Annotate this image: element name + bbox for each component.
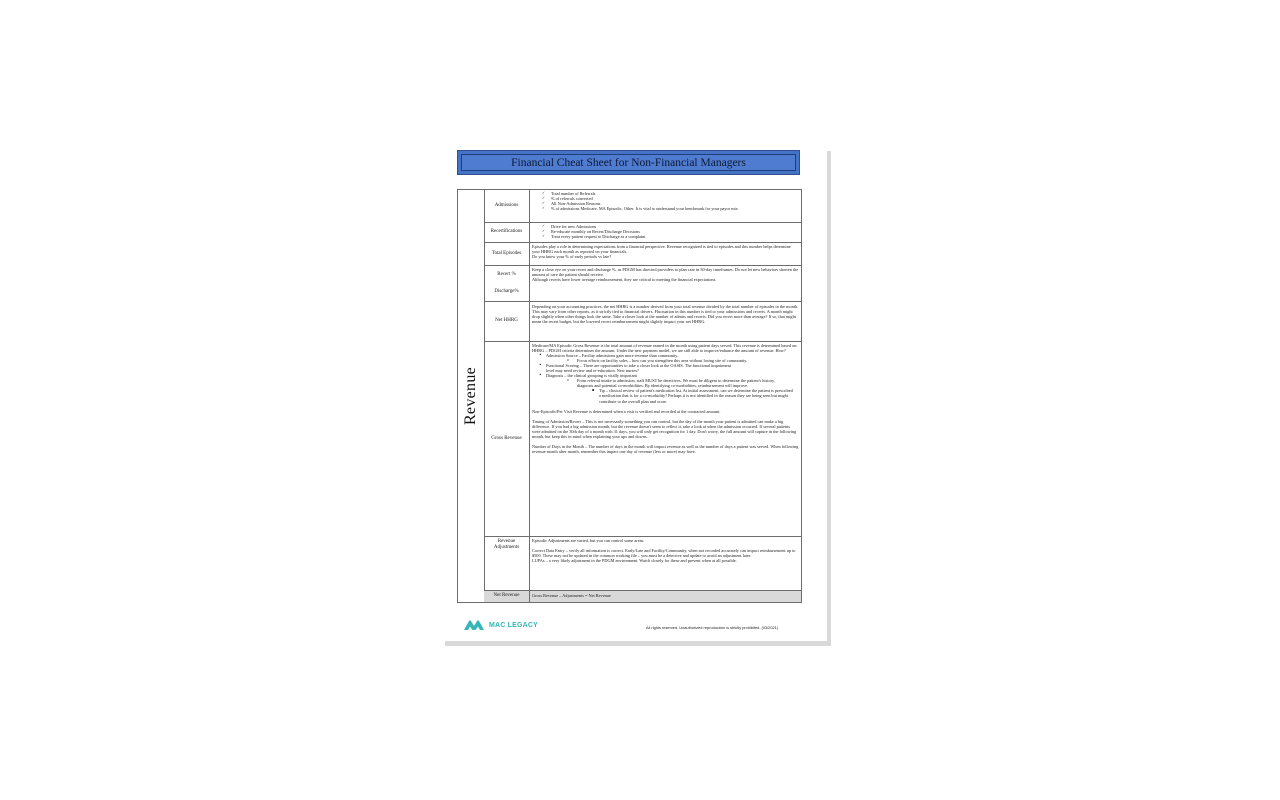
logo-text: MAC LEGACY [489, 621, 539, 629]
list-item: ✓ % of referrals converted [542, 196, 799, 201]
list-item: ✓ Total number of Referrals [542, 191, 799, 196]
row-label-total-episodes: Total Episodes [484, 243, 530, 265]
list-item: ✓ % of admissions Medicare, MA Episodic, Other. It is vital to understand your benchmark for your payor mix [542, 206, 799, 211]
section-label: Revenue [462, 366, 480, 426]
table-row-gross-revenue [484, 342, 801, 537]
table-row-recert-discharge [484, 266, 801, 302]
list-item: • Diagnosis – the clinical grouping is vitally important [532, 373, 799, 378]
row-label-revenue-adjustments [484, 537, 530, 590]
list-item: ✓ Re-educate monthly on Recert/Discharge Decisions [542, 229, 799, 234]
paragraph: Medicare/MA Episodic Gross Revenue is the total amount of revenue earned in the month using patient days served. This revenue is determined based on: [532, 343, 798, 348]
list-item: • Functional Scoring – There are opportunities to take a closer look at the OASIS. The functional impairment level may need review and re-education. New nurses? [532, 363, 799, 373]
paragraph: LUPAs – a very likely adjustment in the PDGM environment. Watch closely for these and prevent when at all possible. [532, 557, 737, 563]
paragraph: Episodic Adjustments are varied, but you can control some areas: [532, 537, 645, 543]
row-label-net-revenue: Net Revenue [484, 591, 530, 602]
paragraph: Do you know your % of early periods vs late? [532, 253, 612, 259]
table-row-total-episodes [484, 243, 801, 266]
row-body-recert-discharge [530, 266, 801, 301]
document-page [444, 146, 827, 641]
paragraph: HHRG – PDGM criteria determines the amount. Under the new payment model, we are still able to improve/enhance the amount of revenue. How? [532, 348, 786, 354]
row-body-net-hhrg [530, 302, 801, 341]
net-revenue-formula: Gross Revenue – Adjustments = Net Revenue [532, 593, 611, 598]
label-discharge: Discharge% [494, 288, 519, 294]
recertifications-checklist [532, 224, 799, 239]
label-revenue: Revenue [497, 539, 516, 544]
paragraph: Correct Data Entry – verify all information is correct. Early/Late and Facility/Community, when not recorded accurately can impact reimbursement up to $500. These may not be updated in the common working file – you must be a detective and update to avoid an adjustment later. [532, 547, 796, 558]
row-body-gross-revenue [530, 342, 801, 536]
row-label-recertifications: Recertifications [484, 223, 530, 242]
revenue-table [457, 189, 802, 603]
row-label-recert-discharge [484, 266, 530, 301]
list-item: o Focus efforts on facility sales – how can you strengthen this area without losing site of community. [532, 358, 799, 363]
paragraph: Depending on your accounting practices, the net HHRG is a number derived from your total revenue divided by the total number of episodes in the month. This may vary from other reports, as it strictly tied to financial drivers. Fluctuation in this number is tied to your admissions and recerts. A month might drop slightly when other things look the same. Take a closer look at the number of admits and recerts. Did you recert more than average? If so, that might mean the recert budget, but the lowered recert reimbursement might slightly impact your net HHRG. [532, 303, 799, 324]
row-body-admissions [530, 190, 801, 222]
paragraph: Non-Episodic/Per Visit Revenue is determined when a visit is verified and recorded at the contracted amount. [532, 408, 721, 414]
section-column [458, 190, 485, 602]
table-row-recertifications [484, 223, 801, 243]
label-recert: Recert % [497, 272, 516, 278]
paragraph: Although recerts have lower average reimbursement, they are critical to meeting the financial expectations. [532, 276, 717, 282]
admissions-checklist [532, 191, 799, 211]
paragraph: Timing of Admission/Recert – This is not necessarily something you can control, but the day of the month your patient is admitted can make a big difference. If you had a big admission month, but the revenue doesn't seem to reflect it, take a look at when the admission occurred. If several patients were admitted on the 30th day of a month with 31 days, you will only get recognition for 1 day. Don't worry, the full amount will capture in the following month, but keep this in mind when explaining your ups and downs. [532, 418, 797, 439]
label-adjustments: Adjustments [493, 545, 520, 551]
row-label-net-hhrg: Net HHRG [484, 302, 530, 341]
row-body-revenue-adjustments [530, 537, 801, 590]
paragraph: Keep a close eye on your recert and discharge %, as PDGM has directed providers to plan care in 30-day timeframes. Do not let new behaviors shorten the amount of care the patient should receive. [532, 266, 799, 277]
list-item: ✓ All Non-Admission Reasons [542, 201, 799, 206]
row-body-total-episodes [530, 243, 801, 265]
list-item: ✓ Treat every patient request to Discharge as a complaint [542, 234, 799, 239]
list-item: o From referral intake to admission, staff MUST be detectives. We must be diligent to determine the patient's history, diagnosis and potential co-morbidities. By identifying co-morbidities, reimbursement will improve. [532, 378, 799, 388]
mac-legacy-logo-icon [463, 619, 485, 631]
row-label-admissions: Admissions [484, 190, 530, 222]
list-item: ✓ Drive for new Admissions [542, 224, 799, 229]
table-row-admissions [484, 190, 801, 223]
list-item: ▪ Tip – clinical review of patient's medication list. At initial assessment, can we determine the patient is prescribed a medication that is for a co-morbidity? Perhaps it is not identified in the reason they are being seen but might contribute to the overall plan and score. [532, 388, 799, 403]
list-item: • Admission Source – Facility admissions gain more revenue than community. [532, 353, 799, 358]
row-body-recertifications [530, 223, 801, 242]
table-row-net-hhrg [484, 302, 801, 342]
paragraph: Episodes play a role in determining expectations from a financial perspective. Revenue recognized is tied to episodes and this number helps determine your HHRG each month as reported on your financials. [532, 243, 791, 254]
copyright-note: All rights reserved. Unauthorized reproduction is strictly prohibited. (03/2021) [646, 625, 779, 630]
footer-logo [463, 619, 538, 631]
row-label-gross-revenue: Gross Revenue [484, 342, 530, 536]
document-title: Financial Cheat Sheet for Non-Financial Managers [461, 154, 796, 171]
paragraph: Number of Days in the Month – The number of days in the month will impact revenue as well as the number of days a patient was served. When following revenue month after month, remember this impact one day of revenue (less or more) may have. [532, 443, 799, 454]
title-bar [457, 150, 800, 175]
table-row-revenue-adjustments [484, 537, 801, 591]
table-row-net-revenue [484, 591, 801, 602]
